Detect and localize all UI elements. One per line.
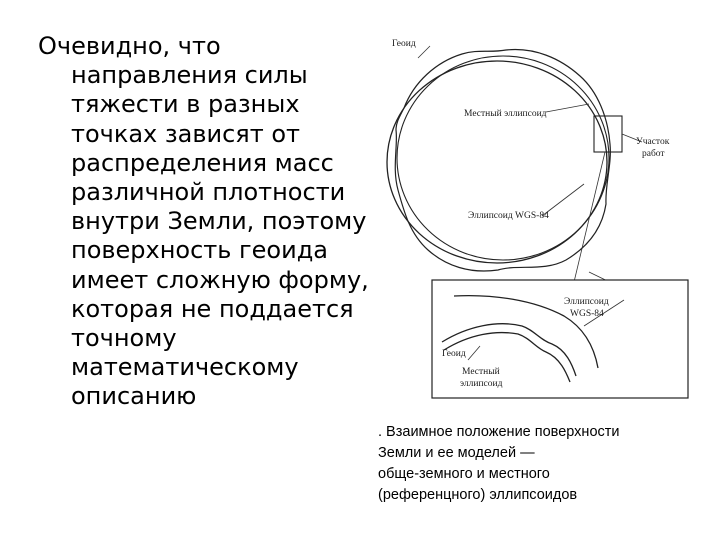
main-text-line: точках зависят от [71, 119, 300, 148]
main-text [38, 32, 388, 412]
main-text-line: направления силы [71, 61, 308, 90]
inset-label-local-1: Местный [462, 367, 500, 377]
caption-line: . Взаимное положение поверхности [378, 424, 620, 440]
label-local-ellipsoid: Местный эллипсоид [464, 109, 547, 119]
local-ellipsoid-outline [397, 56, 609, 260]
main-text-line: внутри Земли, поэтому [71, 207, 367, 236]
main-text-line: математическому [71, 353, 299, 382]
inset-label-wgs84-2: WGS-84 [570, 309, 604, 319]
label-wgs84: Эллипсоид WGS-84 [468, 211, 549, 221]
label-work-area-1: Участок [636, 137, 670, 147]
main-text-line: описанию [71, 382, 197, 411]
main-text-line: тяжести в разных [71, 90, 300, 119]
main-text-line: поверхность геоида [71, 236, 329, 265]
wgs84-ellipsoid-outline [387, 61, 607, 263]
label-geoid: Геоид [392, 39, 416, 49]
caption-line: обще-земного и местного [378, 466, 550, 482]
main-text-line: точному [71, 324, 177, 353]
inset-label-local-2: эллипсоид [460, 379, 503, 389]
main-text-line: распределения масс [71, 148, 334, 177]
main-text-line: различной плотности [71, 178, 346, 207]
main-text-line: имеет сложную форму, [71, 265, 369, 294]
main-text-line: Очевидно, что [38, 32, 221, 60]
label-work-area-2: работ [642, 149, 665, 159]
inset-label-wgs84-1: Эллипсоид [564, 297, 609, 307]
figure-caption [378, 422, 708, 506]
caption-line: (референцного) эллипсоидов [378, 487, 578, 503]
geoid-ellipsoid-diagram [384, 34, 690, 404]
caption-line: Земли и ее моделей — [378, 445, 535, 461]
geoid-outline [395, 50, 610, 272]
main-text-line: которая не поддается [71, 294, 354, 323]
inset-label-geoid: Геоид [442, 349, 466, 359]
